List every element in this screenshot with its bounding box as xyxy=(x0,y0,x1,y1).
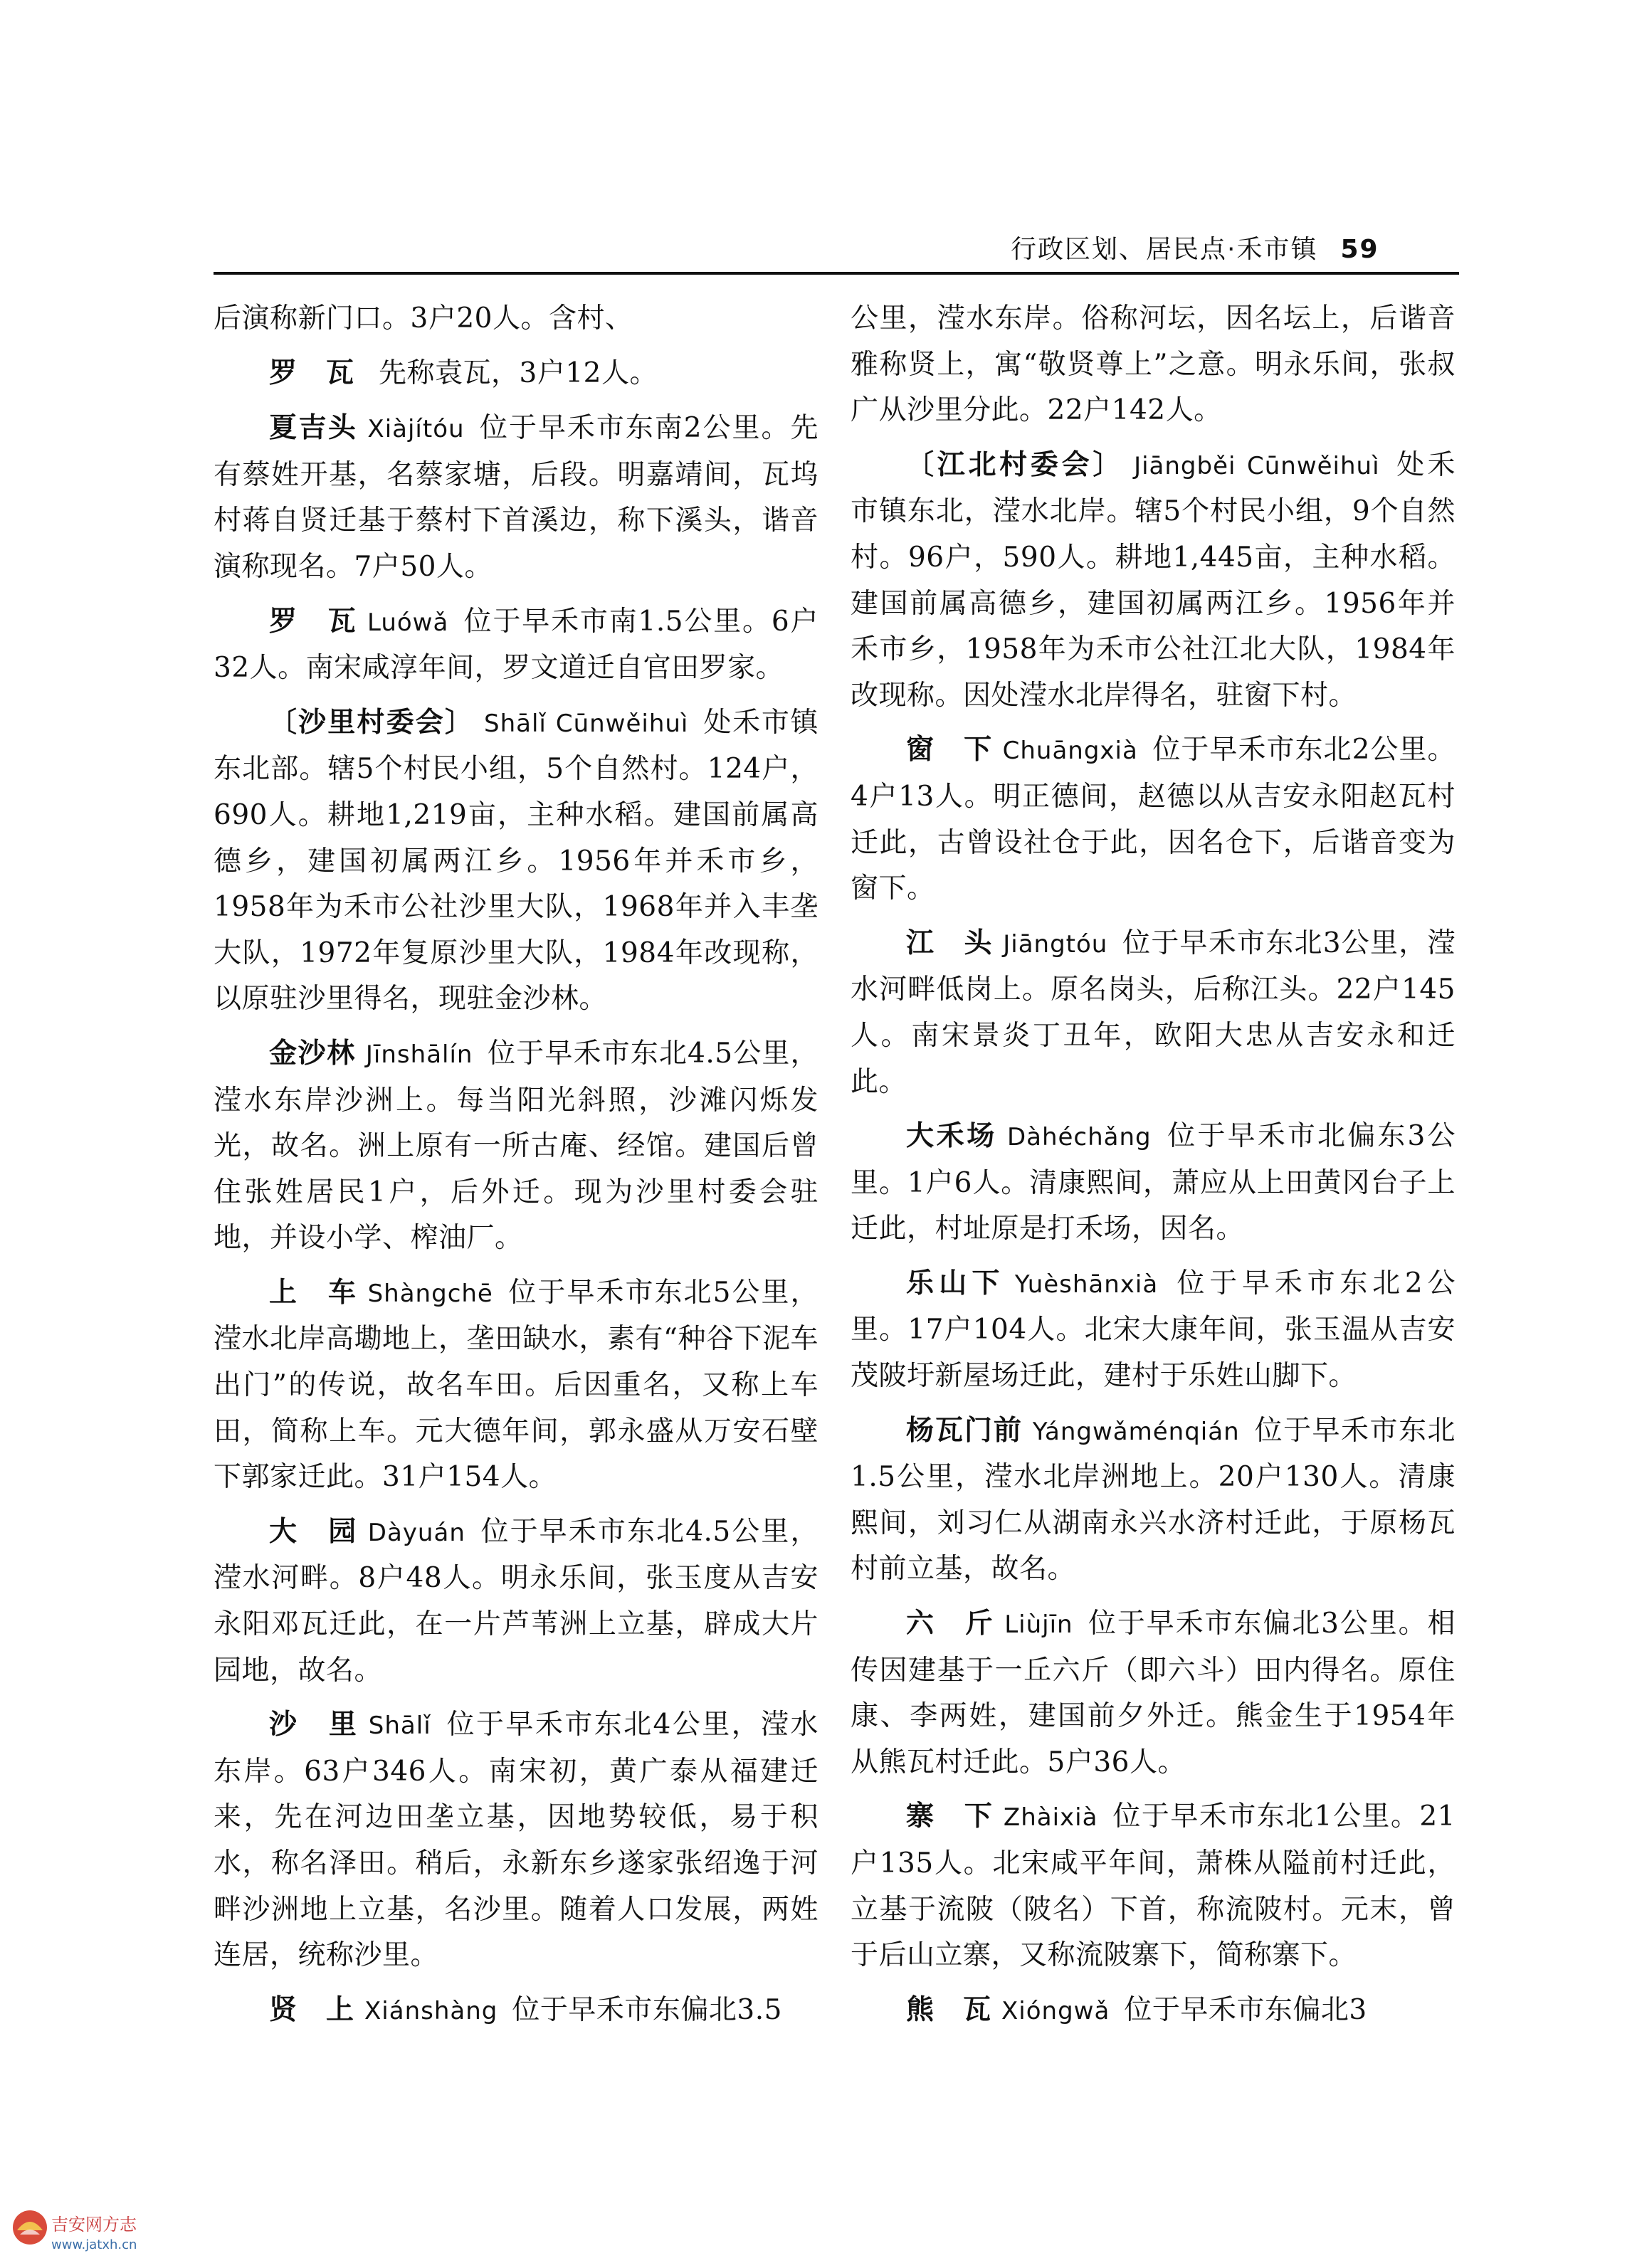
entry-name: 乐山下 xyxy=(906,1267,1005,1299)
header-rule xyxy=(214,272,1459,275)
entry-text: 位于早禾市东偏北3 xyxy=(1124,1993,1367,2026)
entry-name: 窗 下 xyxy=(906,734,993,766)
entry-text: 位于早禾市东北3公里，滢水河畔低岗上。原名岗头，后称江头。22户145人。南宋景炎丁丑年，欧阳大忠从吉安永和迁此。 xyxy=(851,927,1456,1098)
running-title: 行政区划、居民点·禾市镇 xyxy=(1011,235,1318,264)
place-entry xyxy=(214,406,818,590)
place-entry xyxy=(851,1794,1456,1978)
entry-pinyin: Shàngchē xyxy=(367,1279,493,1308)
place-entry xyxy=(214,1509,818,1694)
entry-pinyin: Dàyuán xyxy=(367,1518,465,1547)
right-column xyxy=(851,296,1456,2042)
place-entry xyxy=(851,1261,1456,1400)
entry-text: 位于早禾市东北5公里，滢水北岸高墈地上，垄田缺水，素有“种谷下泥车出门”的传说，故名车田。后因重名，又称上车田，简称上车。元大德年间，郭永盛从万安石壁下郭家迁此。31户154人。 xyxy=(214,1276,818,1494)
entry-text: 处禾市镇东北部。辖5个村民小组，5个自然村。124户，690人。耕地1,219亩，主种水稻。建国前属高德乡，建国初属两江乡。1956年并禾市乡，1958年为禾市公社沙里大队，1968年并入丰垄大队，1972年复原沙里大队，1984年改现称，以原驻沙里得名，现驻金沙林。 xyxy=(214,706,818,1016)
entry-name: 沙 里 xyxy=(269,1709,359,1741)
entry-name: 〔沙里村委会〕 xyxy=(269,706,475,739)
paragraph-text: 公里，滢水东岸。俗称河坛，因名坛上，后谐音雅称贤上，寓“敬贤尊上”之意。明永乐间，张叔广从沙里分此。22户142人。 xyxy=(851,302,1456,427)
place-entry xyxy=(851,443,1456,719)
entry-pinyin: Xióngwǎ xyxy=(1001,1996,1110,2025)
place-entry xyxy=(214,1702,818,1979)
entry-text: 位于早禾市东北2公里。4户13人。明正德间，赵德以从吉安永阳赵瓦村迁此，古曾设社仓于此，因名仓下，后谐音变为窗下。 xyxy=(851,734,1456,905)
entry-name: 罗 瓦 xyxy=(269,605,357,638)
entry-pinyin: Xiánshàng xyxy=(364,1996,498,2025)
entry-text: 位于早禾市东北4.5公里，滢水东岸沙洲上。每当阳光斜照，沙滩闪烁发光，故名。洲上原有一所古庵、经馆。建国后曾住张姓居民1户，后外迁。现为沙里村委会驻地，并设小学、榨油厂。 xyxy=(214,1037,818,1255)
place-entry xyxy=(214,1031,818,1262)
entry-name: 夏吉头 xyxy=(269,412,358,445)
entry-text: 位于早禾市南1.5公里。6户32人。南宋咸淳年间，罗文道迁自官田罗家。 xyxy=(214,605,818,685)
place-entry xyxy=(851,1601,1456,1786)
place-entry xyxy=(851,1114,1456,1252)
page-number: 59 xyxy=(1340,235,1379,264)
entry-pinyin: Shālǐ xyxy=(368,1711,431,1741)
entry-pinyin: Yángwǎménqián xyxy=(1032,1417,1240,1446)
continued-paragraph xyxy=(851,296,1456,434)
entry-text: 位于早禾市东北1.5公里，滢水北岸洲地上。20户130人。清康熙间，刘习仁从湖南永兴水济村迁此，于原杨瓦村前立基，故名。 xyxy=(851,1414,1456,1586)
entry-name: 金沙林 xyxy=(269,1037,356,1070)
entry-text: 位于早禾市东北4.5公里，滢水河畔。8户48人。明永乐间，张玉度从吉安永阳邓瓦迁此，在一片芦苇洲上立基，辟成大片园地，故名。 xyxy=(214,1515,818,1687)
place-entry xyxy=(214,351,818,398)
entry-pinyin: Chuāngxià xyxy=(1002,737,1138,766)
entry-name: 大禾场 xyxy=(906,1120,997,1153)
entry-pinyin: Liùjīn xyxy=(1004,1610,1073,1640)
watermark-url: www.jatxh.cn xyxy=(51,2237,137,2252)
entry-pinyin: Shālǐ Cūnwěihuì xyxy=(484,709,689,738)
place-entry xyxy=(214,599,818,692)
entry-name: 上 车 xyxy=(269,1276,358,1309)
continued-paragraph xyxy=(214,296,818,342)
entry-pinyin: Zhàixià xyxy=(1003,1803,1098,1832)
place-entry xyxy=(214,1270,818,1501)
entry-name: 江 头 xyxy=(906,927,994,959)
entry-name: 杨瓦门前 xyxy=(906,1414,1023,1447)
entry-text: 位于早禾市东南2公里。先有蔡姓开基，名蔡家塘，后段。明嘉靖间，瓦坞村蒋自贤迁基于蔡村下首溪边，称下溪头，谐音演称现名。7户50人。 xyxy=(214,412,818,583)
place-entry xyxy=(851,727,1456,912)
entry-name: 〔江北村委会〕 xyxy=(906,448,1125,481)
watermark-name: 吉安网方志 xyxy=(51,2215,137,2235)
entry-text: 位于早禾市东北2公里。17户104人。北宋大康年间，张玉温从吉安茂陂圩新屋场迁此，建村于乐姓山脚下。 xyxy=(851,1267,1456,1393)
entry-name: 六 斤 xyxy=(906,1608,995,1640)
entry-pinyin: Jīnshālín xyxy=(365,1040,473,1069)
entry-name: 贤 上 xyxy=(269,1993,355,2026)
entry-name: 寨 下 xyxy=(906,1800,994,1833)
place-entry xyxy=(851,1408,1456,1593)
entry-pinyin: Xiàjítóu xyxy=(367,415,465,444)
place-entry xyxy=(851,1988,1456,2035)
place-entry xyxy=(851,921,1456,1105)
running-header xyxy=(1011,229,1379,265)
entry-name: 大 园 xyxy=(269,1515,358,1548)
entry-name: 罗 瓦 xyxy=(269,357,355,389)
site-watermark xyxy=(6,2199,169,2263)
left-column xyxy=(214,296,818,2042)
entry-text: 先称袁瓦，3户12人。 xyxy=(379,357,658,389)
entry-text: 位于早禾市东北4公里，滢水东岸。63户346人。南宋初，黄广泰从福建迁来，先在河边田垄立基，因地势较低，易于积水，称名泽田。稍后，永新东乡遂家张绍逸于河畔沙洲地上立基，名沙里。随着人口发展，两姓连居，统称沙里。 xyxy=(214,1709,818,1972)
red-seal-logo-icon xyxy=(10,2206,50,2246)
entry-text: 位于早禾市北偏东3公里。1户6人。清康熙间，萧应从上田黄冈台子上迁此，村址原是打禾场，因名。 xyxy=(851,1120,1456,1245)
entry-text: 位于早禾市东偏北3.5 xyxy=(512,1993,782,2026)
place-entry xyxy=(214,1988,818,2035)
entry-pinyin: Luówǎ xyxy=(367,608,449,637)
entry-name: 熊 瓦 xyxy=(906,1993,992,2026)
place-entry xyxy=(214,700,818,1023)
entry-pinyin: Jiāngtóu xyxy=(1003,929,1108,959)
entry-text: 位于早禾市东偏北3公里。相传因建基于一丘六斤（即六斗）田内得名。原住康、李两姓，建国前夕外迁。熊金生于1954年从熊瓦村迁此。5户36人。 xyxy=(851,1608,1456,1778)
entry-pinyin: Dàhéchǎng xyxy=(1006,1123,1152,1152)
entry-pinyin: Yuèshānxià xyxy=(1014,1270,1159,1299)
paragraph-text: 后演称新门口。3户20人。含村、 xyxy=(214,302,633,334)
entry-text: 处禾市镇东北，滢水北岸。辖5个村民小组，9个自然村。96户，590人。耕地1,445亩，主种水稻。建国前属高德乡，建国初属两江乡。1956年并禾市乡，1958年为禾市公社江北大队，1984年改现称。因处滢水北岸得名，驻窗下村。 xyxy=(851,448,1456,712)
entry-pinyin: Jiāngběi Cūnwěihuì xyxy=(1134,451,1380,480)
entry-text: 位于早禾市东北1公里。21户135人。北宋咸平年间，萧株从隘前村迁此，立基于流陂（陂名）下首，称流陂村。元末，曾于后山立寨，又称流陂寨下，简称寨下。 xyxy=(851,1800,1456,1972)
